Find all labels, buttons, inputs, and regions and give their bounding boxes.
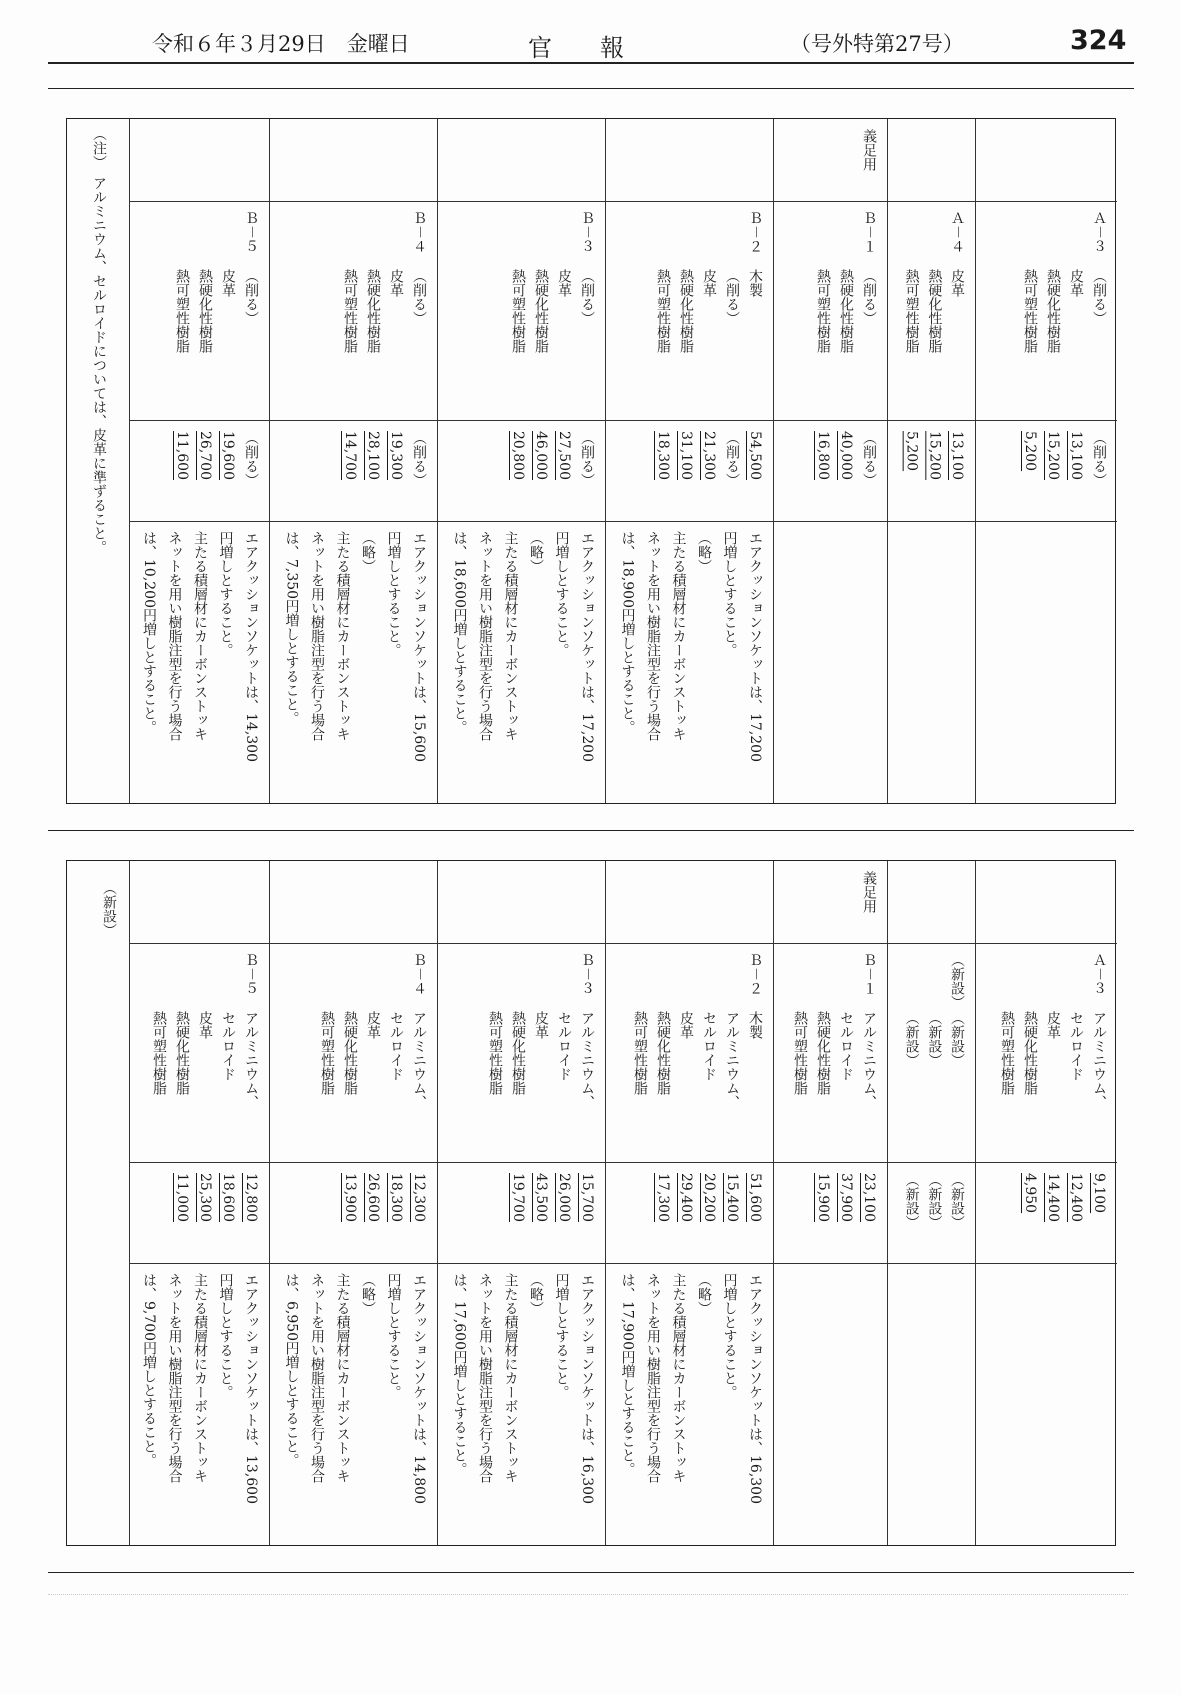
material-cell: 熱可塑性樹脂 [174,269,190,353]
material-cell: 木製 [747,269,763,297]
row-code: Ｂ－１ [861,211,877,253]
material-cell: 皮革 [1045,1011,1061,1039]
material-cell: 熱硬化性樹脂 [655,1011,671,1095]
material-cell: 熱可塑性樹脂 [487,1011,503,1095]
material-cell: 熱可塑性樹脂 [999,1011,1015,1095]
note-line: エアクッションソケットは、14,800 [411,1273,427,1504]
price-cell: 5,200 [903,431,920,472]
material-cell: （新設） [949,1011,965,1067]
price-cell: 13,900 [342,1173,358,1222]
price-cell: 26,000 [556,1173,572,1222]
row-code: （新設） [949,953,965,1009]
note-line: 円増しとすること。 [553,531,570,657]
material-cell: 皮革 [701,269,717,297]
row-code: Ｂ－４ [411,953,427,995]
price-cell: （削る） [861,431,877,487]
new-table [66,860,1116,1546]
note-line: エアクッションソケットは、17,200 [579,531,595,762]
row-code: Ｂ－２ [747,953,763,995]
note-line: 円増しとすること。 [721,531,738,657]
material-cell: 熱硬化性樹脂 [533,269,549,353]
price-cell: 15,400 [724,1173,740,1222]
material-cell: セルロイド [220,1011,236,1081]
price-cell: 37,900 [838,1173,854,1222]
material-cell: 熱可塑性樹脂 [792,1011,808,1095]
note-line: エアクッションソケットは、14,300 [243,531,259,762]
material-cell: 熱可塑性樹脂 [632,1011,648,1095]
note-line: は、7,350円増しとすること。 [283,531,300,726]
issue-date: 令和６年３月29日 金曜日 [152,32,410,56]
price-cell: 17,300 [655,1173,671,1222]
price-cell: 19,700 [510,1173,526,1222]
material-cell: セルロイド [388,1011,404,1081]
section-rule-top [48,88,1134,89]
note-line: 円増しとすること。 [217,1273,234,1399]
price-cell: 11,000 [174,1173,190,1222]
note-line: エアクッションソケットは、16,300 [747,1273,763,1504]
price-cell: 18,300 [655,431,671,480]
page-footer-rule [48,1594,1128,1595]
price-cell: 23,100 [861,1173,877,1222]
material-cell: セルロイド [1068,1011,1084,1081]
note-line: は、18,600円増しとすること。 [451,531,468,734]
material-cell: 熱硬化性樹脂 [342,1011,358,1095]
row-code: Ａ－４ [949,211,965,253]
price-cell: 46,000 [533,431,549,480]
note-line: ネットを用い樹脂注型を行う場合 [477,1273,493,1483]
material-cell: 熱硬化性樹脂 [838,269,854,353]
price-cell: 14,400 [1045,1173,1061,1222]
price-cell: 54,500 [747,431,763,480]
material-cell: 皮革 [533,1011,549,1039]
material-cell: 熱可塑性樹脂 [903,269,920,353]
note-line: は、17,900円増しとすること。 [619,1273,636,1476]
material-cell: 熱硬化性樹脂 [678,269,694,353]
note-line: ネットを用い樹脂注型を行う場合 [309,531,325,741]
price-cell: 12,400 [1068,1173,1084,1222]
price-cell: （削る） [579,431,595,487]
material-cell: （削る） [243,269,259,325]
note-line: （略） [528,1273,544,1315]
note-line: 円増しとすること。 [385,1273,402,1399]
note-line: ネットを用い樹脂注型を行う場合 [477,531,493,741]
price-cell: 21,300 [701,431,717,480]
price-cell: 13,100 [949,431,965,480]
material-cell: セルロイド [838,1011,854,1081]
section-rule-bottom [48,1572,1134,1573]
material-cell: アルミニウム、 [861,1011,877,1109]
price-cell: 25,300 [197,1173,213,1222]
issue-number: （号外特第27号） [790,32,964,56]
material-cell: 熱可塑性樹脂 [319,1011,335,1095]
page-number: 324 [1070,25,1127,56]
note-line: 円増しとすること。 [553,1273,570,1399]
price-cell: 15,900 [815,1173,831,1222]
note-line: 円増しとすること。 [217,531,234,657]
price-cell: 27,500 [556,431,572,480]
price-cell: （新設） [926,1173,943,1229]
material-cell: 熱硬化性樹脂 [1022,1011,1038,1095]
row-code: Ｂ－３ [579,211,595,253]
material-cell: （削る） [724,269,740,325]
price-cell: 31,100 [678,431,694,480]
note-line: 主たる積層材にカーボンストッキ [192,1273,208,1483]
new-footnote: （新設） [101,881,117,937]
price-cell: 51,600 [747,1173,763,1222]
header-rule [48,62,1134,64]
material-cell: アルミニウム、 [579,1011,595,1109]
note-line: は、9,700円増しとすること。 [141,1273,157,1468]
material-cell: （削る） [1091,269,1107,325]
material-cell: （新設） [903,1011,920,1067]
price-cell: 16,800 [815,431,831,480]
price-cell: （削る） [411,431,427,487]
price-cell: 15,700 [579,1173,595,1222]
note-line: エアクッションソケットは、15,600 [411,531,427,762]
old-section-label: 義足用 [861,129,877,171]
note-line: は、17,600円増しとすること。 [451,1273,468,1476]
note-line: エアクッションソケットは、13,600 [243,1273,259,1504]
material-cell: 熱硬化性樹脂 [1045,269,1061,353]
price-cell: 26,700 [197,431,213,480]
material-cell: 皮革 [678,1011,694,1039]
material-cell: 皮革 [197,1011,213,1039]
material-cell: 熱可塑性樹脂 [815,269,831,353]
material-cell: 熱硬化性樹脂 [926,269,943,353]
price-cell: 14,700 [342,431,358,480]
price-cell: （削る） [724,431,740,487]
note-line: 主たる積層材にカーボンストッキ [334,531,351,741]
row-code: Ｂ－１ [861,953,877,995]
row-code: Ｂ－２ [747,211,763,253]
note-line: ネットを用い樹脂注型を行う場合 [309,1273,325,1483]
material-cell: アルミニウム、 [243,1011,259,1109]
material-cell: 熱可塑性樹脂 [655,269,671,353]
material-cell: （削る） [579,269,595,325]
note-line: は、18,900円増しとすること。 [619,531,636,734]
material-cell: セルロイド [556,1011,572,1081]
material-cell: （新設） [926,1011,943,1067]
price-cell: 40,000 [838,431,854,480]
price-cell: 11,600 [174,431,190,480]
price-cell: 5,200 [1022,431,1038,472]
material-cell: 熱硬化性樹脂 [174,1011,190,1095]
price-cell: 9,100 [1091,1173,1107,1214]
price-cell: 29,400 [678,1173,694,1222]
row-code: Ａ－３ [1091,953,1107,995]
note-line: （略） [360,1273,376,1315]
price-cell: 15,200 [1045,431,1061,480]
price-cell: 15,200 [926,431,943,480]
note-line: （略） [528,531,544,573]
note-line: 円増しとすること。 [721,1273,738,1399]
note-line: （略） [696,1273,712,1315]
note-line: 主たる積層材にカーボンストッキ [334,1273,351,1483]
note-line: エアクッションソケットは、16,300 [579,1273,595,1504]
note-line: ネットを用い樹脂注型を行う場合 [645,1273,661,1483]
price-cell: 19,600 [220,431,236,480]
new-section-label: 義足用 [861,871,877,913]
note-line: （略） [360,531,376,573]
section-rule-mid [48,830,1134,831]
row-code: Ｂ－５ [243,953,259,995]
material-cell: 熱可塑性樹脂 [342,269,358,353]
note-line: 主たる積層材にカーボンストッキ [502,531,519,741]
material-cell: 熱硬化性樹脂 [510,1011,526,1095]
note-line: ネットを用い樹脂注型を行う場合 [166,531,183,741]
material-cell: （削る） [411,269,427,325]
page-header [0,0,1181,70]
material-cell: セルロイド [701,1011,717,1081]
note-line: 主たる積層材にカーボンストッキ [502,1273,519,1483]
note-line: ネットを用い樹脂注型を行う場合 [645,531,661,741]
price-cell: （削る） [1091,431,1107,487]
price-cell: （新設） [949,1173,965,1229]
material-cell: アルミニウム、 [724,1011,740,1109]
price-cell: （新設） [903,1173,920,1229]
price-cell: 18,600 [220,1173,236,1222]
material-cell: 熱硬化性樹脂 [197,269,213,353]
material-cell: 皮革 [388,269,404,297]
old-table [66,118,1116,804]
material-cell: アルミニウム、 [1091,1011,1107,1109]
material-cell: 熱可塑性樹脂 [151,1011,167,1095]
price-cell: 18,300 [388,1173,404,1222]
price-cell: 20,200 [701,1173,717,1222]
material-cell: 皮革 [365,1011,381,1039]
material-cell: 皮革 [949,269,965,297]
note-line: エアクッションソケットは、17,200 [747,531,763,762]
price-cell: 12,800 [243,1173,259,1222]
price-cell: 28,100 [365,431,381,480]
price-cell: 13,100 [1068,431,1084,480]
material-cell: 熱硬化性樹脂 [365,269,381,353]
material-cell: 熱可塑性樹脂 [1022,269,1038,353]
row-code: Ａ－３ [1091,211,1107,253]
price-cell: 26,600 [365,1173,381,1222]
row-code: Ｂ－３ [579,953,595,995]
note-line: 主たる積層材にカーボンストッキ [670,1273,687,1483]
price-cell: 20,800 [510,431,526,480]
material-cell: アルミニウム、 [411,1011,427,1109]
note-line: （略） [696,531,712,573]
note-line: 主たる積層材にカーボンストッキ [670,531,687,741]
material-cell: 皮革 [556,269,572,297]
price-cell: 12,300 [411,1173,427,1222]
material-cell: 木製 [747,1011,763,1039]
note-line: ネットを用い樹脂注型を行う場合 [166,1273,183,1483]
old-footnote: （注） アルミニウム、セルロイドについては、皮革に準ずること。 [91,127,107,554]
row-code: Ｂ－５ [243,211,259,253]
price-cell: 19,300 [388,431,404,480]
note-line: 主たる積層材にカーボンストッキ [192,531,208,741]
note-line: は、6,950円増しとすること。 [283,1273,300,1468]
note-line: 円増しとすること。 [385,531,402,657]
material-cell: 熱硬化性樹脂 [815,1011,831,1095]
note-line: は、10,200円増しとすること。 [141,531,157,734]
material-cell: （削る） [861,269,877,325]
material-cell: 皮革 [220,269,236,297]
publication-title: 官 報 [528,34,624,62]
row-code: Ｂ－４ [411,211,427,253]
material-cell: 熱可塑性樹脂 [510,269,526,353]
price-cell: 4,950 [1022,1173,1038,1214]
price-cell: 43,500 [533,1173,549,1222]
material-cell: 皮革 [1068,269,1084,297]
price-cell: （削る） [243,431,259,487]
